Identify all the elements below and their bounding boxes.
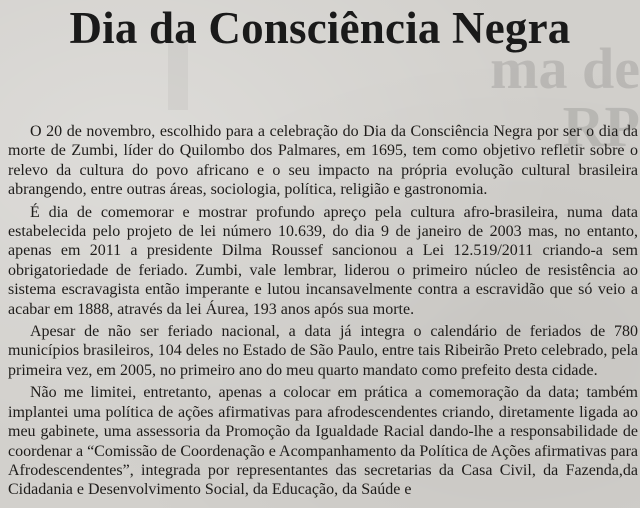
- paragraph-3: Apesar de não ser feriado nacional, a data já integra o calendário de feriados de 780 municípios brasileiros, 104 deles no Estado de São Paulo, entre tais Ribeirão Preto celebrado, pela primeira vez, em 2005, no primeiro ano do meu quarto mandato como prefeito desta cidade.: [8, 323, 638, 379]
- paragraph-4: Não me limitei, entretanto, apenas a colocar em prática a comemoração da data; também implantei uma política de ações afirmativas para afrodescendentes criando, diretamente ligada ao meu gabinete, uma assessoria da Promoção da Igualdade Racial dando-lhe a responsabilidade de coordenar a “Comissão de Coordenação e Acompanhamento da Política de Ações afirmativas para Afrodescendentes”, integrada por representantes das secretarias da Casa Civil, da Fazenda,da Cidadania e Desenvolvimento Social, da Educação, da Saúde e: [8, 384, 638, 499]
- bleed-through-text: ma de RP: [490, 36, 640, 159]
- paragraph-2: É dia de comemorar e mostrar profundo apreço pela cultura afro-brasileira, numa data estabelecida pelo projeto de lei número 10.639, do dia 9 de janeiro de 2003 mas, no entanto, apenas em 2011 a presidente Dilma Roussef sancionou a Lei 12.519/2011 criando-a sem obrigatoriedade de feriado. Zumbi, vale lembrar, liderou o primeiro núcleo de resistência ao sistema escravagista então imperante e lutou incansavelmente contra a escravidão que só veio a acabar em 1888, através da lei Áurea, 193 anos após sua morte.: [8, 203, 638, 318]
- paragraph-1: O 20 de novembro, escolhido para a celebração do Dia da Consciência Negra por ser o dia da morte de Zumbi, líder do Quilombo dos Palmares, em 1695, tem como objetivo refletir sobre o relevo da cultura do povo africano e o seu impacto na própria evolução cultural brasileira abrangendo, entre outras áreas, sociologia, política, religião e gastronomia.: [8, 123, 638, 199]
- article-body: [8, 122, 638, 503]
- headline: Dia da Consciência Negra: [69, 3, 571, 53]
